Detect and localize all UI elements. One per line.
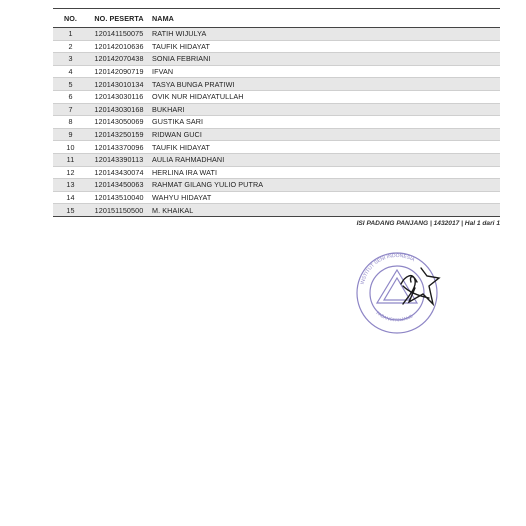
cell-no-peserta: 120142010636 <box>94 41 144 51</box>
cell-nama: GUSTIKA SARI <box>152 117 204 127</box>
cell-no: 1 <box>68 29 73 39</box>
table-row <box>53 166 500 179</box>
cell-no: 7 <box>68 104 73 114</box>
cell-no-peserta: 120143050069 <box>94 117 144 127</box>
table-row <box>53 28 500 41</box>
table-row <box>53 78 500 91</box>
cell-no: 2 <box>68 41 73 51</box>
cell-no-peserta: 120143430074 <box>94 167 144 177</box>
cell-no-peserta: 120143510040 <box>94 193 144 203</box>
cell-nama: RATIH WIJULYA <box>152 29 207 39</box>
cell-nama: OVIK NUR HIDAYATULLAH <box>152 92 244 102</box>
cell-no: 14 <box>66 193 75 203</box>
page-footer: ISI PADANG PANJANG | 1432017 | Hal 1 dari 1 <box>356 220 500 227</box>
cell-no: 11 <box>66 155 75 165</box>
table-row <box>53 103 500 116</box>
stamp-ring-text-top: INSTITUT SENI INDONESIA <box>359 252 416 286</box>
cell-nama: RAHMAT GILANG YULIO PUTRA <box>152 180 264 190</box>
cell-no: 9 <box>68 130 73 140</box>
header-no: NO. <box>63 13 78 23</box>
cell-no: 13 <box>66 180 75 190</box>
cell-no: 15 <box>66 205 75 215</box>
cell-nama: BUKHARI <box>152 104 185 114</box>
header-no-peserta: NO. PESERTA <box>94 13 144 23</box>
cell-no-peserta: 120143030168 <box>94 104 144 114</box>
cell-no: 10 <box>66 142 75 152</box>
cell-nama: IFVAN <box>152 67 174 77</box>
table-row <box>53 53 500 66</box>
official-stamp <box>343 246 453 336</box>
table-header-row <box>53 9 500 28</box>
header-nama: NAMA <box>152 13 174 23</box>
cell-nama: HERLINA IRA WATI <box>152 167 218 177</box>
table-row <box>53 179 500 192</box>
table-row <box>53 90 500 103</box>
table-body <box>53 28 500 217</box>
table-row <box>53 153 500 166</box>
cell-no: 4 <box>68 67 73 77</box>
table-row <box>53 40 500 53</box>
cell-no-peserta: 120141150075 <box>94 29 144 39</box>
cell-no: 5 <box>68 79 73 89</box>
cell-nama: AULIA RAHMADHANI <box>152 155 225 165</box>
cell-no-peserta: 120143030116 <box>94 92 144 102</box>
participants-table <box>53 8 500 217</box>
cell-no-peserta: 120143010134 <box>94 79 144 89</box>
table-row <box>53 204 500 217</box>
cell-no-peserta: 120142070438 <box>94 54 144 64</box>
table-row <box>53 191 500 204</box>
cell-no-peserta: 120143390113 <box>94 155 144 165</box>
cell-no: 3 <box>68 54 73 64</box>
table-row <box>53 141 500 154</box>
cell-no-peserta: 120143250159 <box>94 130 144 140</box>
cell-nama: WAHYU HIDAYAT <box>152 193 212 203</box>
cell-no-peserta: 120151150500 <box>94 205 144 215</box>
cell-no: 8 <box>68 117 73 127</box>
cell-no: 12 <box>66 167 75 177</box>
cell-nama: TAUFIK HIDAYAT <box>152 41 210 51</box>
cell-no: 6 <box>68 92 73 102</box>
cell-no-peserta: 120142090719 <box>94 67 144 77</box>
table-row <box>53 65 500 78</box>
cell-no-peserta: 120143370096 <box>94 142 144 152</box>
cell-no-peserta: 120143450063 <box>94 180 144 190</box>
cell-nama: SONIA FEBRIANI <box>152 54 211 64</box>
stamp-ring-text-bottom: PADANGPANJANG <box>375 310 414 323</box>
cell-nama: TASYA BUNGA PRATIWI <box>152 79 235 89</box>
cell-nama: M. KHAIKAL <box>152 205 194 215</box>
table-row <box>53 116 500 129</box>
table-row <box>53 128 500 141</box>
cell-nama: TAUFIK HIDAYAT <box>152 142 210 152</box>
cell-nama: RIDWAN GUCI <box>152 130 202 140</box>
